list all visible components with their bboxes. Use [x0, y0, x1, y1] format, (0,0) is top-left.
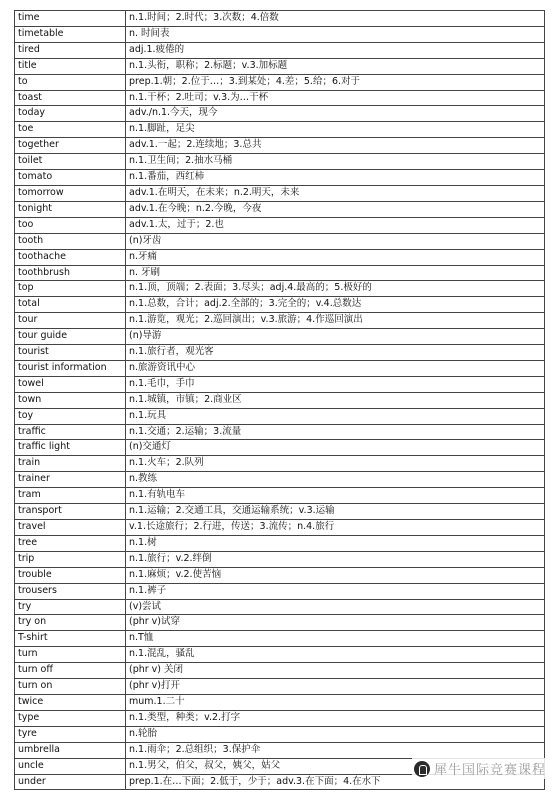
definition-cell: n.1.顶，顶端；2.表面；3.尽头；adj.4.最高的；5.极好的 — [126, 281, 545, 297]
definition-cell: n.1.麻烦；v.2.使苦恼 — [126, 567, 545, 583]
table-row — [15, 122, 545, 138]
definition-cell: n.1.交通；2.运输；3.流量 — [126, 424, 545, 440]
table-row — [15, 694, 545, 710]
table-row — [15, 583, 545, 599]
word-cell: together — [15, 138, 126, 154]
definition-cell: n.1.旅行者，观光客 — [126, 345, 545, 361]
word-cell: trip — [15, 551, 126, 567]
table-row — [15, 185, 545, 201]
definition-cell: n.轮胎 — [126, 726, 545, 742]
word-cell: umbrella — [15, 742, 126, 758]
table-row — [15, 488, 545, 504]
table-row — [15, 504, 545, 520]
word-cell: tomorrow — [15, 185, 126, 201]
definition-cell: (n)交通灯 — [126, 440, 545, 456]
vocabulary-table-body — [15, 11, 545, 790]
word-cell: uncle — [15, 758, 126, 774]
definition-cell: adv.1.太，过于；2.也 — [126, 217, 545, 233]
word-cell: tyre — [15, 726, 126, 742]
definition-cell: n.1.番茄，西红柿 — [126, 170, 545, 186]
definition-cell: n.1.城镇，市镇；2.商业区 — [126, 392, 545, 408]
word-cell: toothache — [15, 249, 126, 265]
word-cell: turn off — [15, 663, 126, 679]
word-cell: turn — [15, 647, 126, 663]
table-row — [15, 249, 545, 265]
definition-cell: n.1.头衔，职称；2.标题；v.3.加标题 — [126, 58, 545, 74]
definition-cell: (phr v)试穿 — [126, 615, 545, 631]
word-cell: try on — [15, 615, 126, 631]
definition-cell: v.1.长途旅行；2.行进，传送；3.流传；n.4.旅行 — [126, 520, 545, 536]
definition-cell: (phr v)打开 — [126, 679, 545, 695]
definition-cell: n.T恤 — [126, 631, 545, 647]
table-row — [15, 217, 545, 233]
table-row — [15, 520, 545, 536]
watermark — [412, 758, 548, 779]
table-row — [15, 265, 545, 281]
definition-cell: adv.1.一起；2.连续地；3.总共 — [126, 138, 545, 154]
table-row — [15, 679, 545, 695]
word-cell: toy — [15, 408, 126, 424]
definition-cell: prep.1.朝；2.位于…；3.到某处；4.差；5.给；6.对于 — [126, 74, 545, 90]
table-row — [15, 631, 545, 647]
table-row — [15, 74, 545, 90]
vocabulary-sheet — [14, 10, 542, 790]
table-row — [15, 281, 545, 297]
table-row — [15, 551, 545, 567]
table-row — [15, 663, 545, 679]
word-cell: tourist — [15, 345, 126, 361]
word-cell: trousers — [15, 583, 126, 599]
word-cell: train — [15, 456, 126, 472]
word-cell: title — [15, 58, 126, 74]
definition-cell: n.1.时间；2.时代；3.次数；4.倍数 — [126, 11, 545, 27]
table-row — [15, 535, 545, 551]
word-cell: total — [15, 297, 126, 313]
table-row — [15, 297, 545, 313]
word-cell: toast — [15, 90, 126, 106]
word-cell: tram — [15, 488, 126, 504]
word-cell: toe — [15, 122, 126, 138]
definition-cell: (n)导游 — [126, 329, 545, 345]
word-cell: traffic light — [15, 440, 126, 456]
word-cell: timetable — [15, 26, 126, 42]
word-cell: town — [15, 392, 126, 408]
table-row — [15, 106, 545, 122]
word-cell: tourist information — [15, 360, 126, 376]
word-cell: towel — [15, 376, 126, 392]
word-cell: traffic — [15, 424, 126, 440]
definition-cell: n.1.混乱，骚乱 — [126, 647, 545, 663]
table-row — [15, 726, 545, 742]
rhino-logo-icon — [414, 761, 430, 777]
definition-cell: n.1.运输；2.交通工具，交通运输系统；v.3.运输 — [126, 504, 545, 520]
definition-cell: n.旅游资讯中心 — [126, 360, 545, 376]
table-row — [15, 376, 545, 392]
table-row — [15, 42, 545, 58]
table-row — [15, 90, 545, 106]
word-cell: toothbrush — [15, 265, 126, 281]
word-cell: twice — [15, 694, 126, 710]
definition-cell: (phr v) 关闭 — [126, 663, 545, 679]
table-row — [15, 170, 545, 186]
definition-cell: n.1.男父，伯父，叔父，姨父，姑父 — [126, 758, 545, 774]
definition-cell: n. 牙刷 — [126, 265, 545, 281]
definition-cell: mum.1.二十 — [126, 694, 545, 710]
word-cell: time — [15, 11, 126, 27]
definition-cell: n.1.旅行；v.2.绊倒 — [126, 551, 545, 567]
definition-cell: (v)尝试 — [126, 599, 545, 615]
table-row — [15, 313, 545, 329]
word-cell: toilet — [15, 154, 126, 170]
definition-cell: n.1.脚趾，足尖 — [126, 122, 545, 138]
definition-cell: (n)牙齿 — [126, 233, 545, 249]
definition-cell: n.1.总数，合计；adj.2.全部的；3.完全的；v.4.总数达 — [126, 297, 545, 313]
definition-cell: n.1.裤子 — [126, 583, 545, 599]
word-cell: trouble — [15, 567, 126, 583]
table-row — [15, 11, 545, 27]
table-row — [15, 567, 545, 583]
table-row — [15, 392, 545, 408]
table-row — [15, 408, 545, 424]
vocabulary-table — [14, 10, 545, 790]
word-cell: too — [15, 217, 126, 233]
table-row — [15, 615, 545, 631]
table-row — [15, 742, 545, 758]
table-row — [15, 360, 545, 376]
word-cell: today — [15, 106, 126, 122]
table-row — [15, 710, 545, 726]
definition-cell: n.牙痛 — [126, 249, 545, 265]
word-cell: tonight — [15, 201, 126, 217]
word-cell: tour — [15, 313, 126, 329]
definition-cell: n.1.卫生间；2.抽水马桶 — [126, 154, 545, 170]
definition-cell: adj.1.疲倦的 — [126, 42, 545, 58]
definition-cell: n.1.玩具 — [126, 408, 545, 424]
table-row — [15, 201, 545, 217]
word-cell: T-shirt — [15, 631, 126, 647]
table-row — [15, 456, 545, 472]
word-cell: turn on — [15, 679, 126, 695]
table-row — [15, 233, 545, 249]
table-row — [15, 138, 545, 154]
table-row — [15, 329, 545, 345]
table-row — [15, 440, 545, 456]
definition-cell: adv.1.在明天，在未来；n.2.明天，未来 — [126, 185, 545, 201]
table-row — [15, 345, 545, 361]
word-cell: tomato — [15, 170, 126, 186]
definition-cell: n.1.类型，种类；v.2.打字 — [126, 710, 545, 726]
definition-cell: n.1.火车；2.队列 — [126, 456, 545, 472]
definition-cell: n.1.雨伞；2.总组织；3.保护伞 — [126, 742, 545, 758]
watermark-text: 犀牛国际竞赛课程 — [433, 763, 546, 778]
table-row — [15, 26, 545, 42]
definition-cell: prep.1.在…下面；2.低于，少于；adv.3.在下面；4.在水下 — [126, 774, 545, 790]
definition-cell: n.1.有轨电车 — [126, 488, 545, 504]
definition-cell: n.1.干杯；2.吐司；v.3.为…干杯 — [126, 90, 545, 106]
definition-cell: n.1.树 — [126, 535, 545, 551]
word-cell: tired — [15, 42, 126, 58]
table-row — [15, 58, 545, 74]
word-cell: to — [15, 74, 126, 90]
word-cell: try — [15, 599, 126, 615]
word-cell: tooth — [15, 233, 126, 249]
table-row — [15, 154, 545, 170]
word-cell: trainer — [15, 472, 126, 488]
word-cell: tree — [15, 535, 126, 551]
word-cell: tour guide — [15, 329, 126, 345]
definition-cell: n.1.游览，观光；2.巡回演出；v.3.旅游；4.作巡回演出 — [126, 313, 545, 329]
word-cell: under — [15, 774, 126, 790]
definition-cell: n.教练 — [126, 472, 545, 488]
definition-cell: n.1.毛巾，手巾 — [126, 376, 545, 392]
definition-cell: adv./n.1.今天，现今 — [126, 106, 545, 122]
word-cell: transport — [15, 504, 126, 520]
word-cell: travel — [15, 520, 126, 536]
definition-cell: n. 时间表 — [126, 26, 545, 42]
definition-cell: adv.1.在今晚；n.2.今晚，今夜 — [126, 201, 545, 217]
word-cell: type — [15, 710, 126, 726]
table-row — [15, 647, 545, 663]
table-row — [15, 424, 545, 440]
word-cell: top — [15, 281, 126, 297]
table-row — [15, 472, 545, 488]
table-row — [15, 599, 545, 615]
